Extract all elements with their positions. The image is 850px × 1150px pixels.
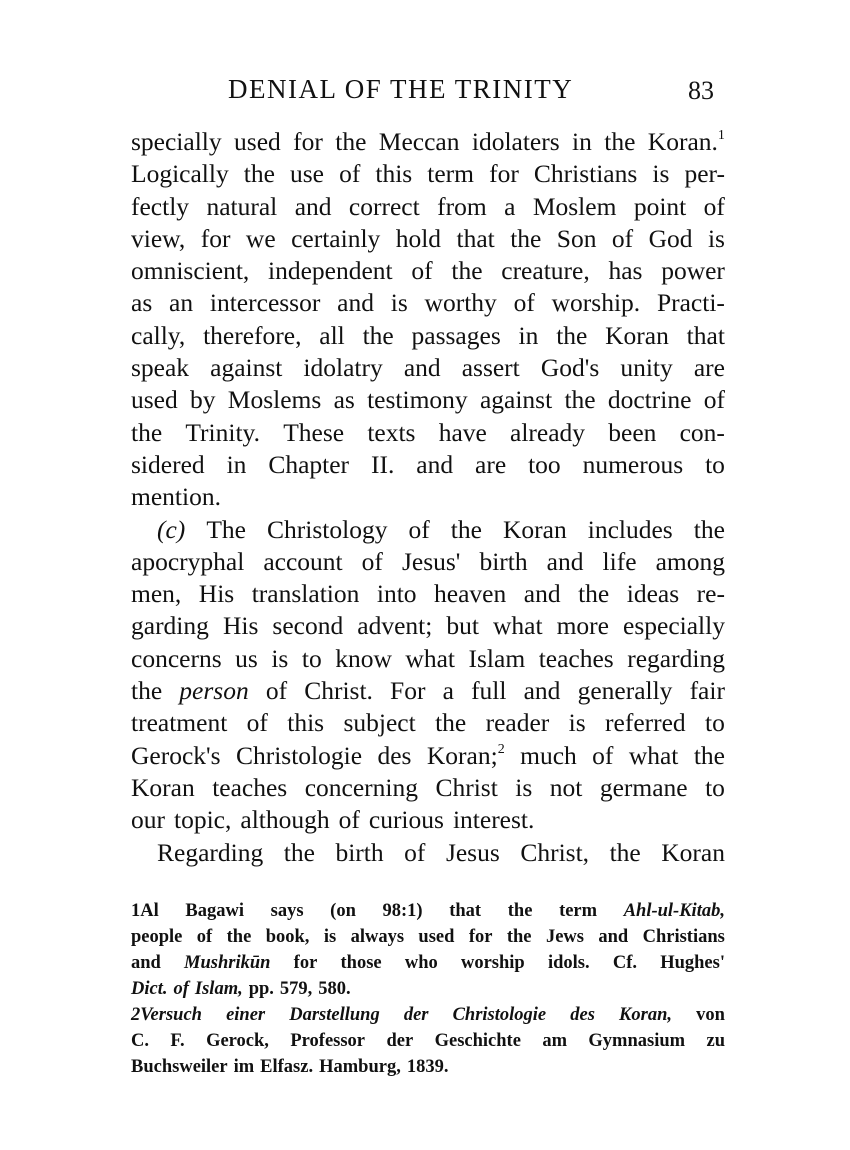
word: germane: [599, 772, 688, 802]
word: Islam: [468, 643, 526, 673]
word: of: [611, 223, 634, 253]
text-line: [131, 481, 725, 513]
word: der: [403, 1005, 429, 1025]
body-text: [131, 126, 725, 869]
text-line: [131, 772, 725, 804]
word: Jews: [545, 927, 584, 947]
word: creature,: [501, 256, 590, 286]
word: the: [226, 927, 252, 947]
word: for: [468, 927, 493, 947]
word: of: [339, 159, 361, 189]
word: Gerock's: [131, 740, 221, 770]
word: for: [293, 127, 323, 156]
word: an: [169, 288, 194, 318]
word: the: [362, 320, 394, 350]
running-title: DENIAL OF THE TRINITY: [228, 74, 574, 104]
word: testimony: [367, 385, 468, 415]
word: us: [235, 643, 258, 673]
word: are: [693, 353, 725, 383]
word: Trinity.: [185, 417, 261, 447]
page-number: 83: [688, 76, 714, 105]
word: that: [456, 223, 495, 253]
word: mention.: [131, 482, 221, 512]
word: Professor: [290, 1031, 366, 1051]
word: curious: [368, 805, 444, 835]
word: the: [451, 256, 483, 286]
word: Christ.: [304, 676, 373, 706]
word: doctrine: [607, 385, 692, 415]
word: what: [405, 643, 455, 673]
word: cally,: [131, 320, 186, 350]
word: des: [377, 740, 412, 770]
word: always: [350, 927, 405, 947]
word: a: [442, 676, 454, 706]
word: Christ,: [520, 837, 590, 867]
word: includes: [587, 514, 673, 544]
word: 2Versuch: [131, 1005, 202, 1025]
word: of: [703, 191, 725, 221]
word: ideas: [626, 579, 680, 609]
word: Koran;: [426, 740, 498, 770]
word: regarding: [627, 643, 725, 673]
word: independent: [268, 256, 393, 286]
word: Koran: [502, 514, 567, 544]
word: the: [283, 837, 315, 867]
word: (c): [157, 514, 186, 544]
word: into: [376, 579, 417, 609]
text-line: [131, 643, 725, 675]
word: book,: [265, 927, 310, 947]
word: the: [243, 159, 275, 189]
word: correct: [348, 191, 420, 221]
word: im: [233, 1057, 255, 1077]
text-line: [131, 126, 725, 158]
word: the: [578, 579, 610, 609]
word: Koran,: [619, 1005, 672, 1025]
word: Koran: [131, 772, 195, 802]
word: The: [206, 514, 246, 544]
word: con-: [679, 417, 725, 447]
word: II.: [370, 449, 395, 479]
word: of: [513, 288, 535, 318]
word: of: [196, 927, 213, 947]
word: against: [479, 385, 553, 415]
word: intercessor: [209, 288, 321, 318]
word: second: [272, 611, 344, 641]
word: von: [696, 1005, 725, 1025]
word: used: [234, 127, 281, 156]
text-line: [131, 675, 725, 707]
word: pp.: [248, 979, 274, 999]
word: in: [572, 127, 592, 156]
word: Islam,: [194, 979, 243, 999]
word: but: [446, 611, 479, 641]
word: These: [283, 417, 345, 447]
word: what: [628, 740, 679, 770]
word: specially: [131, 127, 222, 156]
word: the: [435, 708, 467, 738]
word: of: [404, 837, 426, 867]
word: who: [404, 953, 438, 973]
word: and: [598, 927, 629, 947]
word: His: [198, 579, 235, 609]
word: although: [240, 805, 330, 835]
word: have: [438, 417, 487, 447]
word: Koran: [661, 837, 725, 867]
word: concerns: [131, 643, 222, 673]
word: idols.: [547, 953, 590, 973]
word: the: [510, 223, 542, 253]
word: numerous: [582, 449, 684, 479]
word: idolaters: [471, 127, 560, 156]
word: to: [705, 772, 725, 802]
word: Moslem: [532, 191, 617, 221]
text-line: [131, 449, 725, 481]
word: in: [518, 320, 539, 350]
word: term: [559, 901, 598, 921]
word: as: [131, 288, 153, 318]
word: speak: [131, 353, 190, 383]
text-line: [131, 546, 725, 578]
word: not: [549, 772, 583, 802]
word: our: [131, 805, 165, 835]
footnote-line: [131, 1028, 725, 1054]
word: is: [515, 772, 533, 802]
word: reader: [485, 708, 550, 738]
word: is: [568, 708, 586, 738]
footnotes: [131, 898, 725, 1080]
word: generally: [577, 676, 673, 706]
word: 580.: [318, 979, 351, 999]
word: Hamburg,: [319, 1057, 401, 1077]
word: garding: [131, 611, 209, 641]
word: 579,: [279, 979, 313, 999]
word: for: [293, 953, 318, 973]
word: des: [570, 1005, 595, 1025]
word: in: [226, 449, 247, 479]
footnote-line: [131, 1054, 725, 1080]
word: Meccan: [378, 127, 460, 156]
text-line: [131, 384, 725, 416]
word: all: [319, 320, 345, 350]
word: much: [520, 740, 577, 770]
word: translation: [251, 579, 360, 609]
word: 98:1): [382, 901, 423, 921]
word: texts: [367, 417, 416, 447]
word: what: [492, 611, 543, 641]
word: this: [375, 159, 413, 189]
word: the: [131, 417, 163, 447]
word: passages: [411, 320, 501, 350]
word: einer: [226, 1005, 266, 1025]
word: more: [556, 611, 609, 641]
word: the: [506, 927, 532, 947]
word: of: [408, 514, 430, 544]
word: of: [338, 805, 360, 835]
word: Mushrikūn: [184, 953, 271, 973]
word: Regarding: [157, 837, 264, 867]
word: Logically: [131, 159, 229, 189]
word: certainly: [291, 223, 381, 253]
word: therefore,: [203, 320, 302, 350]
word: sidered: [131, 449, 205, 479]
word: Jesus': [401, 546, 461, 576]
word: interest.: [452, 805, 535, 835]
word: heaven: [434, 579, 507, 609]
footnote-line: [131, 950, 725, 976]
text-line: [131, 837, 725, 869]
word: to: [705, 708, 725, 738]
word: worthy: [424, 288, 497, 318]
word: is: [707, 223, 725, 253]
footnote-line: [131, 976, 725, 1002]
footnote-line: [131, 1002, 725, 1028]
word: the: [507, 901, 533, 921]
word: those: [340, 953, 382, 973]
word: Christians: [642, 927, 725, 947]
footnote-line: [131, 898, 725, 924]
word: of: [592, 740, 614, 770]
word: Hughes': [660, 953, 725, 973]
text-line: [131, 352, 725, 384]
word: of: [246, 708, 268, 738]
word: life: [602, 546, 637, 576]
word: for: [489, 159, 519, 189]
word: is: [323, 927, 337, 947]
word: concerning: [304, 772, 418, 802]
word: birth: [479, 546, 528, 576]
word: advent;: [357, 611, 433, 641]
word: use: [290, 159, 324, 189]
text-line: [131, 158, 725, 190]
word: and: [294, 191, 332, 221]
word: against: [210, 353, 283, 383]
word: the: [693, 514, 725, 544]
text-line: [131, 740, 725, 772]
word: of: [173, 979, 189, 999]
word: God: [648, 223, 693, 253]
word: of: [411, 256, 433, 286]
word: (on: [330, 901, 356, 921]
text-line: [131, 578, 725, 610]
word: worship.: [551, 288, 641, 318]
word: fair: [689, 676, 725, 706]
footnote-ref: 1: [717, 127, 725, 143]
word: already: [510, 417, 586, 447]
word: the: [604, 127, 636, 156]
word: Gerock,: [206, 1031, 269, 1051]
text-line: [131, 514, 725, 546]
word: and: [546, 546, 584, 576]
word: teaches: [212, 772, 288, 802]
word: Chapter: [268, 449, 350, 479]
word: zu: [706, 1031, 725, 1051]
word: the: [564, 385, 596, 415]
word: fectly: [131, 191, 190, 221]
word: and: [131, 953, 161, 973]
word: among: [655, 546, 725, 576]
word: the: [609, 837, 641, 867]
word: and: [523, 579, 561, 609]
word: Bagawi: [185, 901, 244, 921]
word: men,: [131, 579, 182, 609]
word: Christians: [533, 159, 638, 189]
text-line: [131, 707, 725, 739]
word: of: [265, 676, 288, 706]
word: and: [403, 353, 441, 383]
word: C.: [131, 1031, 149, 1051]
word: to: [301, 643, 322, 673]
word: Darstellung: [289, 1005, 380, 1025]
word: assert: [461, 353, 520, 383]
text-line: [131, 223, 725, 255]
word: unity: [620, 353, 673, 383]
text-line: [131, 287, 725, 319]
word: His: [222, 611, 259, 641]
word: too: [528, 449, 561, 479]
word: are: [475, 449, 507, 479]
word: birth: [335, 837, 384, 867]
word: view,: [131, 223, 186, 253]
word: we: [245, 223, 276, 253]
word: that: [449, 901, 482, 921]
word: and: [416, 449, 454, 479]
word: apocryphal: [131, 546, 245, 576]
word: for: [200, 223, 231, 253]
word: Christologie: [452, 1005, 547, 1025]
word: the: [450, 514, 482, 544]
word: used: [418, 927, 455, 947]
word: the: [131, 676, 163, 706]
word: by: [190, 385, 216, 415]
word: person: [179, 676, 249, 706]
word: of: [703, 385, 725, 415]
word: topic,: [174, 805, 232, 835]
word: Geschichte: [434, 1031, 521, 1051]
word: natural: [206, 191, 278, 221]
word: der: [386, 1031, 414, 1051]
word: the: [693, 740, 725, 770]
word: Son: [556, 223, 597, 253]
word: people: [131, 927, 183, 947]
word: is: [652, 159, 670, 189]
word: Buchsweiler: [131, 1057, 228, 1077]
word: omniscient,: [131, 256, 250, 286]
word: been: [608, 417, 657, 447]
word: Practi-: [656, 288, 725, 318]
word: Christ: [435, 772, 498, 802]
word: is: [390, 288, 408, 318]
word: subject: [343, 708, 416, 738]
word: a: [504, 191, 516, 221]
word: hold: [395, 223, 442, 253]
word: of: [361, 546, 383, 576]
footnote-ref: 2: [497, 741, 505, 757]
word: says: [270, 901, 304, 921]
word: from: [437, 191, 487, 221]
word: point: [633, 191, 687, 221]
word: teaches: [538, 643, 614, 673]
word: God's: [540, 353, 600, 383]
word: Cf.: [612, 953, 637, 973]
word: Dict.: [131, 979, 168, 999]
word: referred: [605, 708, 686, 738]
word: Moslems: [227, 385, 322, 415]
word: is: [271, 643, 289, 673]
word: F.: [170, 1031, 185, 1051]
word: has: [608, 256, 643, 286]
word: am: [542, 1031, 567, 1051]
word: and: [523, 676, 561, 706]
word: 1839.: [406, 1057, 449, 1077]
word: as: [333, 385, 355, 415]
word: that: [686, 320, 725, 350]
word: full: [471, 676, 507, 706]
word: Koran.: [647, 127, 718, 156]
word: worship: [460, 953, 525, 973]
text-line: [131, 255, 725, 287]
word: Koran: [605, 320, 669, 350]
text-line: [131, 610, 725, 642]
word: 1Al: [131, 901, 159, 921]
page-header: [0, 74, 850, 114]
text-line: [131, 320, 725, 352]
word: Christology: [267, 514, 388, 544]
word: and: [337, 288, 374, 318]
word: this: [287, 708, 325, 738]
word: Christologie: [235, 740, 363, 770]
word: For: [390, 676, 426, 706]
word: account: [263, 546, 343, 576]
word: power: [661, 256, 725, 286]
word: especially: [623, 611, 725, 641]
word: to: [705, 449, 725, 479]
word: the: [335, 127, 367, 156]
word: Jesus: [445, 837, 500, 867]
text-line: [131, 804, 725, 836]
footnote-line: [131, 924, 725, 950]
text-line: [131, 417, 725, 449]
text-line: [131, 191, 725, 223]
word: Gymnasium: [588, 1031, 686, 1051]
word: Elfasz.: [260, 1057, 314, 1077]
word: used: [131, 385, 178, 415]
word: know: [335, 643, 392, 673]
word: the: [556, 320, 588, 350]
word: term: [427, 159, 475, 189]
word: Ahl-ul-Kitab,: [623, 901, 725, 921]
word: idolatry: [303, 353, 383, 383]
word: treatment: [131, 708, 228, 738]
word: per-: [684, 159, 725, 189]
word: re-: [696, 579, 725, 609]
